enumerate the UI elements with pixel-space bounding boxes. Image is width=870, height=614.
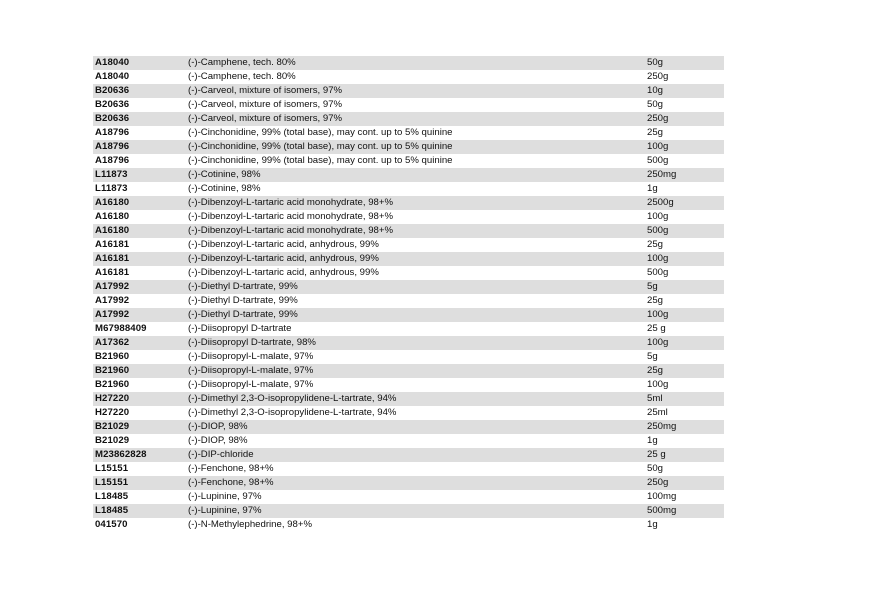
- pack-size: 1g: [647, 519, 658, 530]
- table-row: [93, 238, 724, 252]
- product-description: (-)-N-Methylephedrine, 98+%: [188, 519, 312, 530]
- table-row: [93, 168, 724, 182]
- table-row: [93, 98, 724, 112]
- catalog-number: B20636: [95, 99, 130, 110]
- catalog-number: A18796: [95, 127, 130, 138]
- catalog-number: A16181: [95, 253, 130, 264]
- product-description: (-)-Dibenzoyl-L-tartaric acid, anhydrous, 99%: [188, 239, 379, 250]
- catalog-number: L11873: [95, 169, 128, 180]
- catalog-number: L18485: [95, 505, 129, 516]
- pack-size: 10g: [647, 85, 664, 96]
- product-description: (-)-Dibenzoyl-L-tartaric acid, anhydrous, 99%: [188, 253, 379, 264]
- catalog-number: A17362: [95, 337, 130, 348]
- catalog-number: M67988409: [95, 323, 147, 334]
- catalog-number: B21029: [95, 421, 130, 432]
- table-row: [93, 56, 724, 70]
- product-description: (-)-Dibenzoyl-L-tartaric acid monohydrate, 98+%: [188, 211, 394, 222]
- product-description: (-)-DIOP, 98%: [188, 421, 248, 432]
- pack-size: 250mg: [647, 169, 677, 180]
- product-description: (-)-Dimethyl 2,3-O-isopropylidene-L-tartrate, 94%: [188, 393, 397, 404]
- pack-size: 5g: [647, 281, 658, 292]
- catalog-number: B21960: [95, 379, 130, 390]
- product-description: (-)-Diisopropyl D-tartrate, 98%: [188, 337, 316, 348]
- pack-size: 100g: [647, 337, 669, 348]
- product-description: (-)-Cotinine, 98%: [188, 169, 261, 180]
- table-row: [93, 462, 724, 476]
- pack-size: 50g: [647, 57, 664, 68]
- catalog-number: H27220: [95, 393, 130, 404]
- table-row: [93, 420, 724, 434]
- product-description: (-)-Diisopropyl-L-malate, 97%: [188, 365, 314, 376]
- pack-size: 25g: [647, 295, 664, 306]
- product-description: (-)-Fenchone, 98+%: [188, 477, 274, 488]
- table-row: [93, 252, 724, 266]
- catalog-number: H27220: [95, 407, 130, 418]
- product-description: (-)-Diethyl D-tartrate, 99%: [188, 295, 298, 306]
- pack-size: 250g: [647, 113, 669, 124]
- pack-size: 25 g: [647, 449, 666, 460]
- product-description: (-)-Dibenzoyl-L-tartaric acid, anhydrous, 99%: [188, 267, 379, 278]
- catalog-number: L18485: [95, 491, 129, 502]
- catalog-number: B20636: [95, 113, 130, 124]
- catalog-number: L11873: [95, 183, 128, 194]
- product-description: (-)-Diethyl D-tartrate, 99%: [188, 281, 298, 292]
- pack-size: 100mg: [647, 491, 677, 502]
- table-row: [93, 112, 724, 126]
- table-row: [93, 84, 724, 98]
- product-description: (-)-Cinchonidine, 99% (total base), may cont. up to 5% quinine: [188, 155, 453, 166]
- product-description: (-)-Diethyl D-tartrate, 99%: [188, 309, 298, 320]
- pack-size: 500g: [647, 225, 669, 236]
- table-row: [93, 476, 724, 490]
- table-row: [93, 392, 724, 406]
- table-row: [93, 224, 724, 238]
- table-row: [93, 210, 724, 224]
- pack-size: 25g: [647, 239, 664, 250]
- table-row: [93, 518, 724, 532]
- pack-size: 50g: [647, 463, 664, 474]
- pack-size: 1g: [647, 183, 658, 194]
- product-description: (-)-Lupinine, 97%: [188, 505, 262, 516]
- table-row: [93, 70, 724, 84]
- product-description: (-)-DIP-chloride: [188, 449, 254, 460]
- table-row: [93, 196, 724, 210]
- product-description: (-)-Dimethyl 2,3-O-isopropylidene-L-tartrate, 94%: [188, 407, 397, 418]
- table-row: [93, 434, 724, 448]
- catalog-number: A18040: [95, 71, 130, 82]
- product-description: (-)-Diisopropyl D-tartrate: [188, 323, 292, 334]
- pack-size: 100g: [647, 379, 669, 390]
- pack-size: 5g: [647, 351, 658, 362]
- product-description: (-)-Diisopropyl-L-malate, 97%: [188, 351, 314, 362]
- product-description: (-)-Carveol, mixture of isomers, 97%: [188, 99, 343, 110]
- product-description: (-)-Cinchonidine, 99% (total base), may cont. up to 5% quinine: [188, 141, 453, 152]
- catalog-number: A16180: [95, 197, 130, 208]
- pack-size: 5ml: [647, 393, 663, 404]
- catalog-number: B21029: [95, 435, 130, 446]
- catalog-number: A18796: [95, 155, 130, 166]
- product-table: [93, 56, 724, 532]
- catalog-number: B21960: [95, 365, 130, 376]
- pack-size: 25 g: [647, 323, 666, 334]
- pack-size: 100g: [647, 309, 669, 320]
- pack-size: 25g: [647, 127, 664, 138]
- table-row: [93, 308, 724, 322]
- table-row: [93, 294, 724, 308]
- catalog-number: A16181: [95, 267, 130, 278]
- table-row: [93, 448, 724, 462]
- pack-size: 500g: [647, 267, 669, 278]
- product-description: (-)-Lupinine, 97%: [188, 491, 262, 502]
- catalog-number: 041570: [95, 519, 128, 530]
- product-description: (-)-Camphene, tech. 80%: [188, 57, 296, 68]
- table-row: [93, 378, 724, 392]
- pack-size: 250g: [647, 71, 669, 82]
- pack-size: 100g: [647, 253, 669, 264]
- table-row: [93, 336, 724, 350]
- pack-size: 25g: [647, 365, 664, 376]
- catalog-number: A18796: [95, 141, 130, 152]
- table-row: [93, 504, 724, 518]
- catalog-number: A16180: [95, 225, 130, 236]
- pack-size: 2500g: [647, 197, 674, 208]
- product-description: (-)-Fenchone, 98+%: [188, 463, 274, 474]
- product-description: (-)-Carveol, mixture of isomers, 97%: [188, 113, 343, 124]
- table-row: [93, 406, 724, 420]
- table-row: [93, 364, 724, 378]
- catalog-number: A17992: [95, 295, 130, 306]
- table-row: [93, 126, 724, 140]
- catalog-number: L15151: [95, 463, 129, 474]
- catalog-number: B20636: [95, 85, 130, 96]
- table-row: [93, 490, 724, 504]
- pack-size: 25ml: [647, 407, 668, 418]
- pack-size: 50g: [647, 99, 664, 110]
- catalog-number: A18040: [95, 57, 130, 68]
- product-description: (-)-Cotinine, 98%: [188, 183, 261, 194]
- table-row: [93, 182, 724, 196]
- catalog-number: B21960: [95, 351, 130, 362]
- product-description: (-)-Dibenzoyl-L-tartaric acid monohydrate, 98+%: [188, 197, 394, 208]
- catalog-number: M23862828: [95, 449, 147, 460]
- product-description: (-)-Cinchonidine, 99% (total base), may cont. up to 5% quinine: [188, 127, 453, 138]
- pack-size: 100g: [647, 141, 669, 152]
- table-row: [93, 154, 724, 168]
- catalog-number: A17992: [95, 309, 130, 320]
- pack-size: 500g: [647, 155, 669, 166]
- table-row: [93, 140, 724, 154]
- product-description: (-)-Camphene, tech. 80%: [188, 71, 296, 82]
- product-description: (-)-Dibenzoyl-L-tartaric acid monohydrate, 98+%: [188, 225, 394, 236]
- table-row: [93, 350, 724, 364]
- catalog-number: L15151: [95, 477, 129, 488]
- pack-size: 500mg: [647, 505, 677, 516]
- pack-size: 250mg: [647, 421, 677, 432]
- table-row: [93, 266, 724, 280]
- table-row: [93, 322, 724, 336]
- product-description: (-)-DIOP, 98%: [188, 435, 248, 446]
- table-row: [93, 280, 724, 294]
- pack-size: 1g: [647, 435, 658, 446]
- pack-size: 100g: [647, 211, 669, 222]
- product-description: (-)-Carveol, mixture of isomers, 97%: [188, 85, 343, 96]
- catalog-number: A16181: [95, 239, 130, 250]
- pack-size: 250g: [647, 477, 669, 488]
- product-description: (-)-Diisopropyl-L-malate, 97%: [188, 379, 314, 390]
- catalog-number: A17992: [95, 281, 130, 292]
- catalog-number: A16180: [95, 211, 130, 222]
